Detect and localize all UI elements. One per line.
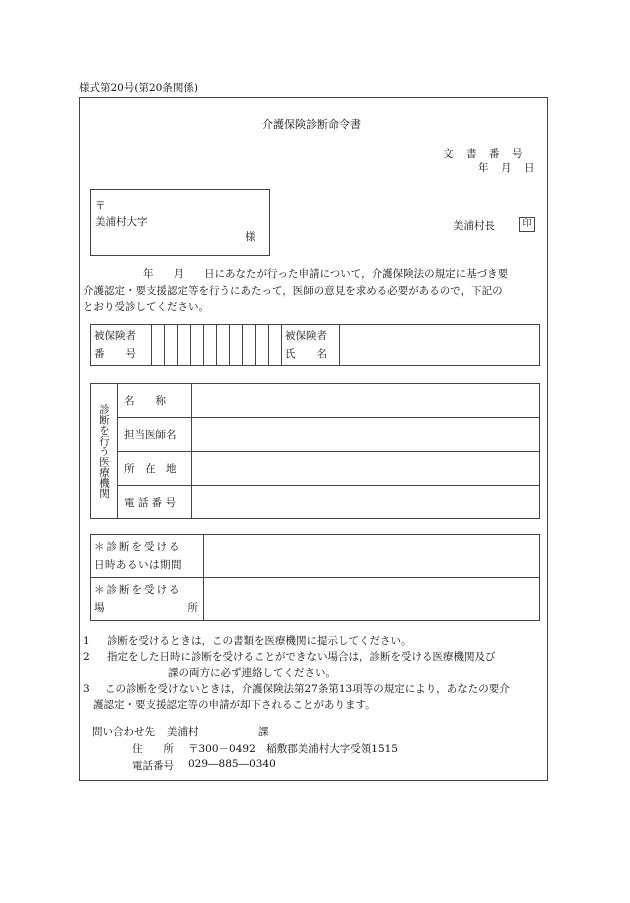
insured-name-field[interactable]: [340, 325, 540, 366]
facility-name-field[interactable]: [192, 384, 540, 418]
insured-number-digit[interactable]: [243, 325, 256, 366]
note-item: [83, 681, 548, 697]
facility-name-label: 名 称: [118, 384, 192, 418]
contact-address-label: 住 所: [132, 743, 174, 755]
issuer-name: 美浦村長: [453, 220, 495, 232]
note-text: 診断を受けるときは，この書類を医療機関に提示してください。: [107, 635, 412, 647]
address-box: [90, 189, 270, 256]
page-title: 介護保険診断命令書: [262, 118, 361, 131]
insured-number-digit[interactable]: [256, 325, 269, 366]
note-number: 2: [83, 651, 90, 663]
insured-number-digit[interactable]: [269, 325, 282, 366]
insured-number-label: 被保険者 番 号: [91, 325, 152, 366]
recipient-address: 美浦村大字: [95, 216, 148, 228]
note-continuation: 護認定・要支援認定等の申請が却下されることがあります。: [93, 699, 376, 711]
facility-address-label: 所 在 地: [118, 452, 192, 486]
facility-group-label: 診断を行う医療機関: [91, 384, 118, 519]
facility-phone-label: 電 話 番 号: [118, 486, 192, 519]
body-line-1: [83, 266, 543, 283]
schedule-place-label: ＊診断を受ける 場 所: [91, 578, 204, 621]
facility-table: [90, 383, 540, 519]
note-number: 3: [83, 683, 90, 695]
schedule-datetime-field[interactable]: [204, 535, 540, 578]
body-month: 月: [173, 268, 184, 280]
contact-section: 課: [258, 726, 269, 738]
note-item: [83, 649, 548, 665]
contact-label: 問い合わせ先: [92, 726, 155, 738]
body-line-2: 介護認定・要支援認定等を行うにあたって，医師の意見を求める必要があるので，下記の: [83, 284, 503, 297]
insured-number-digit[interactable]: [178, 325, 191, 366]
contact-phone-label: 電話番号: [132, 760, 174, 772]
insured-number-digit[interactable]: [191, 325, 204, 366]
insured-number-digit[interactable]: [165, 325, 178, 366]
insured-name-label: 被保険者 氏 名: [282, 325, 340, 366]
body-paragraph: [83, 266, 543, 316]
contact-phone: 029―885―0340: [188, 758, 276, 770]
schedule-place-field[interactable]: [204, 578, 540, 621]
body-day: 日: [204, 268, 215, 280]
note-item: [83, 633, 548, 649]
notes-list: [83, 633, 548, 713]
note-text: 指定をした日時に診断を受けることができない場合は，診断を受ける医療機関及び: [107, 651, 496, 663]
note-text: この診断を受けないときは，介護保険法第27条第13項等の規定により，あなたの要介: [105, 683, 510, 695]
contact-village: 美浦村: [167, 726, 199, 738]
insured-number-digit[interactable]: [204, 325, 217, 366]
schedule-table: [90, 534, 540, 621]
insured-number-digit[interactable]: [152, 325, 165, 366]
facility-doctor-field[interactable]: [192, 418, 540, 452]
note-continuation: 課の両方に必ず連絡してください。: [168, 667, 336, 679]
facility-phone-field[interactable]: [192, 486, 540, 519]
seal-stamp: [519, 217, 535, 232]
document-number-label: 文 書 番 号: [443, 148, 524, 160]
seal-label: 印: [522, 219, 532, 229]
schedule-datetime-label: ＊診断を受ける 日時あるいは期間: [91, 535, 204, 578]
insured-number-digit[interactable]: [217, 325, 230, 366]
postal-mark: 〒: [95, 200, 106, 212]
facility-doctor-label: 担当医師名: [118, 418, 192, 452]
form-number: 様式第20号(第20条関係): [79, 82, 198, 94]
body-year: 年: [143, 268, 154, 280]
date-label: 年 月 日: [478, 162, 536, 174]
insured-table: [90, 324, 540, 366]
note-number: 1: [83, 635, 90, 647]
facility-address-field[interactable]: [192, 452, 540, 486]
insured-number-digit[interactable]: [230, 325, 243, 366]
body-line-1-text: にあなたが行った申請について，介護保険法の規定に基づき要: [214, 268, 509, 280]
contact-address: 〒300－0492 稲敷郡美浦村大字受領1515: [188, 743, 398, 755]
recipient-honorific: 様: [245, 231, 256, 243]
body-line-3: とおり受診してください。: [83, 301, 209, 313]
